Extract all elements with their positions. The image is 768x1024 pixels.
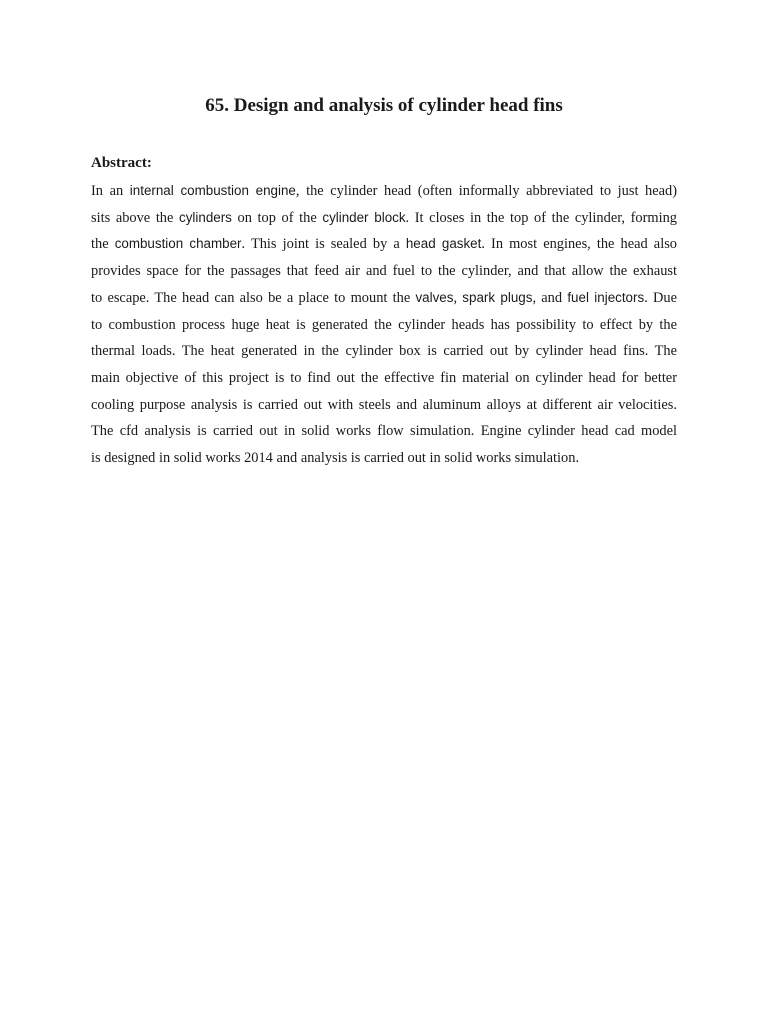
abstract-text: main objective of this project is to find out the effective fin material on cylinder head for better — [91, 369, 677, 386]
abstract-text: , — [453, 289, 463, 306]
abstract-heading: Abstract: — [91, 155, 152, 171]
abstract-text: . This joint is sealed by a — [241, 236, 406, 253]
abstract-text: the — [91, 236, 115, 253]
abstract-text: . It closes in the top of the cylinder, forming — [405, 209, 677, 226]
abstract-text: is designed in solid works 2014 and analysis is carried out in solid works simulation. — [91, 450, 580, 467]
abstract-line — [91, 392, 677, 419]
abstract-line — [91, 258, 677, 285]
abstract-line — [91, 365, 677, 392]
document-title: 65. Design and analysis of cylinder head fins — [205, 95, 563, 116]
linked-term[interactable]: valves — [415, 289, 454, 305]
abstract-text: . Due — [644, 289, 677, 306]
abstract-text: In an — [91, 183, 130, 199]
abstract-text: sits above the — [91, 209, 180, 226]
linked-term[interactable]: cylinders — [179, 209, 232, 225]
abstract-text: thermal loads. The heat generated in the cylinder box is carried out by cylinder head fins. The — [91, 343, 677, 360]
abstract-line — [91, 285, 677, 312]
linked-term[interactable]: spark plugs — [462, 289, 533, 305]
abstract-line — [91, 312, 677, 339]
abstract-body — [91, 178, 677, 472]
abstract-text: to combustion process huge heat is generated the cylinder heads has possibility to effect by the — [91, 316, 677, 333]
linked-term[interactable]: internal combustion engine — [129, 183, 296, 198]
abstract-text: , the cylinder head (often informally abbreviated to just head) — [295, 183, 677, 199]
abstract-text: The cfd analysis is carried out in solid works flow simulation. Engine cylinder head cad model — [91, 423, 677, 440]
linked-term[interactable]: fuel injectors — [567, 289, 645, 305]
abstract-line — [91, 418, 677, 445]
abstract-text: on top of the — [231, 209, 323, 226]
abstract-line — [91, 178, 677, 205]
linked-term[interactable]: combustion chamber — [114, 236, 242, 252]
linked-term[interactable]: cylinder block — [322, 209, 406, 225]
abstract-text: . In most engines, the head also — [481, 236, 677, 253]
linked-term[interactable]: head gasket — [405, 236, 482, 252]
abstract-text: , and — [532, 289, 568, 306]
abstract-text: to escape. The head can also be a place to mount the — [91, 289, 416, 306]
abstract-line — [91, 205, 677, 232]
abstract-line — [91, 231, 677, 258]
abstract-text: cooling purpose analysis is carried out with steels and aluminum alloys at different air velocities. — [91, 396, 677, 413]
abstract-line — [91, 338, 677, 365]
abstract-line — [91, 445, 677, 472]
abstract-text: provides space for the passages that feed air and fuel to the cylinder, and that allow the exhaust — [91, 263, 677, 280]
